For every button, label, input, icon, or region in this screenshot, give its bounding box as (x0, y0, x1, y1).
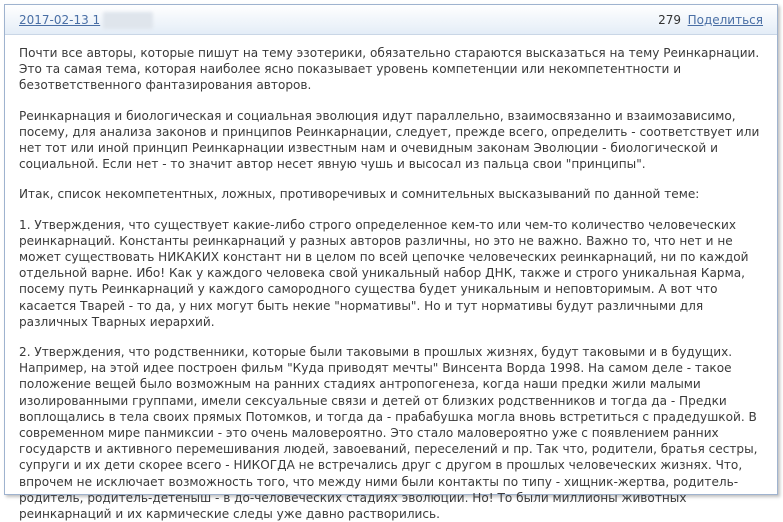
post-header (5, 5, 777, 35)
post-number: 279 (658, 13, 681, 27)
post-paragraph: Итак, список некомпетентных, ложных, противоречивых и сомнительных высказываний по данной теме: (19, 187, 700, 202)
post-paragraph: 2. Утверждения, что родственники, которые были таковыми в прошлых жизнях, будут таковыми и в будущих. Например, на этой идее построен фильм "Куда приводят мечты" Винсента Ворда 1998. На самом деле - такое положение вещей было возможным на ранних стадиях антропогенеза, когда наши предки жили малыми изолированными группами, имели сексуальные связи и детей от близких родственников и тогда да - Предки воплощались в тела своих прямых Потомков, и тогда да - прабабушка могла вновь встретиться с прадедушкой. В современном мире панмиксии - это очень маловероятно. Это стало маловероятно уже с появлением ранних государств и активного перемешивания людей, завоеваний, переселений и пр. Так что, родители, братья сестры, супруги и их дети скорее всего - НИКОГДА не встречались друг с другом в прошлых человеческих жизнях. Что, впрочем не исключает возможность того, что между ними были контакты по типу - хищник-жертва, родитель-родитель, родитель-детеныш - в до-человеческих стадиях эволюции. Но! То были миллионы животных реинкарнаций и их кармические следы уже давно растворились. (19, 345, 758, 522)
author-name-redacted (103, 12, 153, 29)
share-link[interactable]: Поделиться (687, 13, 763, 27)
post-date-link[interactable]: 2017-02-13 1 (19, 13, 101, 27)
forum-post (4, 4, 778, 522)
post-paragraph: 1. Утверждения, что существует какие-либо строго определенное кем-то или чем-то количество человеческих реинкарнаций. Константы реинкарнаций у разных авторов различны, но это не важно. Важно то, что нет и не может существовать НИКАКИХ констант ни в целом по всей цепочке человеческих реинкарнаций, ни по каждой отдельной варне. Ибо! Как у каждого человека свой уникальный набор ДНК, также и строго уникальная Карма, посему путь Реинкарнаций у каждого самородного существа будет уникальным и неповторимым. А вот что касается Тварей - то да, у них могут быть некие "нормативы". Но и тут нормативы будут различными для различных Тварных иерархий. (19, 217, 749, 329)
post-paragraph: Почти все авторы, которые пишут на тему эзотерики, обязательно стараются высказаться на тему Реинкарнации. Это та самая тема, которая наиболее ясно показывает уровень компетенции или некомпетентности и безответственного фантазирования авторов. (19, 46, 760, 93)
post-body (5, 35, 777, 522)
post-paragraph: Реинкарнация и биологическая и социальная эволюция идут параллельно, взаимосвязанно и взаимозависимо, посему, для анализа законов и принципов Реинкарнации, следует, прежде всего, определить - соответствует или нет тот или иной принцип Реинкарнации известным нам и очевидным законам Эволюции - биологической и социальной. Если нет - то значит автор несет явную чушь и высосал из пальца свои "принципы". (19, 108, 760, 172)
